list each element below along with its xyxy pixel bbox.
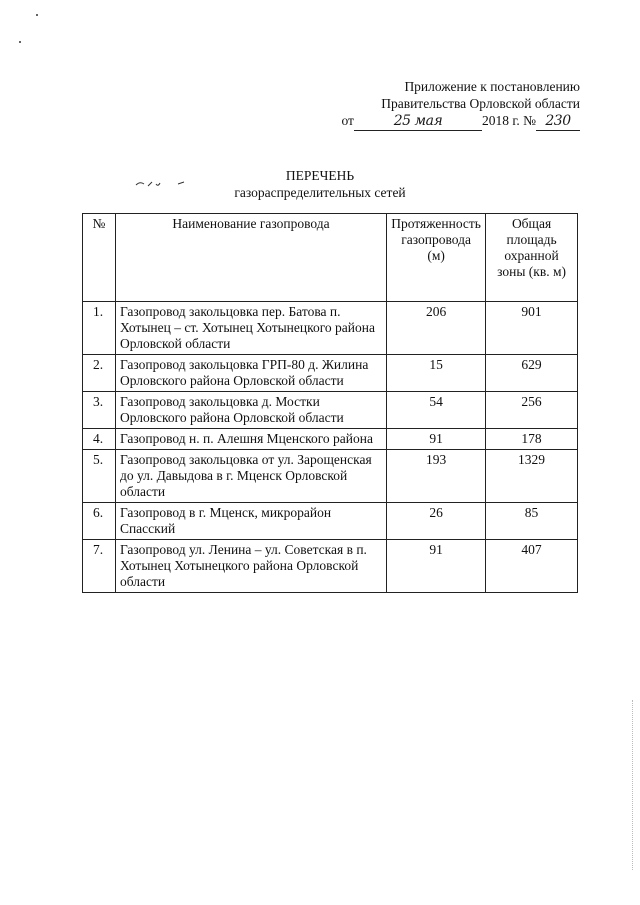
row-num: 2. xyxy=(83,355,116,392)
from-label: от xyxy=(341,113,354,128)
appendix-line-2: Правительства Орловской области xyxy=(381,96,580,111)
row-num: 1. xyxy=(83,302,116,355)
row-name: Газопровод ул. Ленина – ул. Советская в п. Хотынец Хотынецкого района Орловской области xyxy=(115,540,386,593)
year-suffix: 2018 г. № xyxy=(481,113,536,128)
table-row xyxy=(83,302,578,355)
row-name: Газопровод закольцовка от ул. Зарощенская до ул. Давыдова в г. Мценск Орловской области xyxy=(115,450,386,503)
scan-speck xyxy=(36,14,38,16)
header-length: Протяженность газопровода (м) xyxy=(387,214,486,302)
table-row xyxy=(83,429,578,450)
scan-speck xyxy=(19,41,21,43)
row-length: 15 xyxy=(387,355,486,392)
row-area: 1329 xyxy=(486,450,578,503)
row-num: 5. xyxy=(83,450,116,503)
decree-date-line xyxy=(300,112,580,131)
header-name: Наименование газопровода xyxy=(115,214,386,302)
row-length: 91 xyxy=(387,429,486,450)
row-area: 901 xyxy=(486,302,578,355)
table-row xyxy=(83,392,578,429)
handwritten-number: 230 xyxy=(545,113,571,129)
row-length: 91 xyxy=(387,540,486,593)
gas-pipeline-table xyxy=(82,213,578,593)
pen-mark xyxy=(134,178,194,190)
header-area: Общая площадь охранной зоны (кв. м) xyxy=(486,214,578,302)
row-num: 4. xyxy=(83,429,116,450)
table-row xyxy=(83,540,578,593)
row-num: 6. xyxy=(83,503,116,540)
row-length: 206 xyxy=(387,302,486,355)
row-name: Газопровод закольцовка ГРП-80 д. Жилина Орловского района Орловской области xyxy=(115,355,386,392)
row-area: 178 xyxy=(486,429,578,450)
table-row xyxy=(83,355,578,392)
row-name: Газопровод в г. Мценск, микрорайон Спасский xyxy=(115,503,386,540)
row-area: 256 xyxy=(486,392,578,429)
date-field xyxy=(354,112,482,131)
table-header-row xyxy=(83,214,578,302)
header-num: № xyxy=(83,214,116,302)
row-name: Газопровод закольцовка д. Мостки Орловского района Орловской области xyxy=(115,392,386,429)
table-row xyxy=(83,450,578,503)
row-name: Газопровод закольцовка пер. Батова п. Хотынец – ст. Хотынец Хотынецкого района Орловской области xyxy=(115,302,386,355)
row-length: 193 xyxy=(387,450,486,503)
table-row xyxy=(83,503,578,540)
row-num: 3. xyxy=(83,392,116,429)
row-area: 629 xyxy=(486,355,578,392)
appendix-line-1: Приложение к постановлению xyxy=(404,79,580,94)
row-area: 85 xyxy=(486,503,578,540)
row-num: 7. xyxy=(83,540,116,593)
scan-edge xyxy=(632,700,634,870)
row-name: Газопровод н. п. Алешня Мценского района xyxy=(115,429,386,450)
handwritten-date: 25 мая xyxy=(393,113,443,129)
appendix-header xyxy=(300,78,580,131)
document-title: ПЕРЕЧЕНЬ xyxy=(285,168,355,183)
row-length: 26 xyxy=(387,503,486,540)
row-length: 54 xyxy=(387,392,486,429)
number-field xyxy=(536,112,580,131)
row-area: 407 xyxy=(486,540,578,593)
document-subtitle: газораспределительных сетей xyxy=(234,185,406,200)
